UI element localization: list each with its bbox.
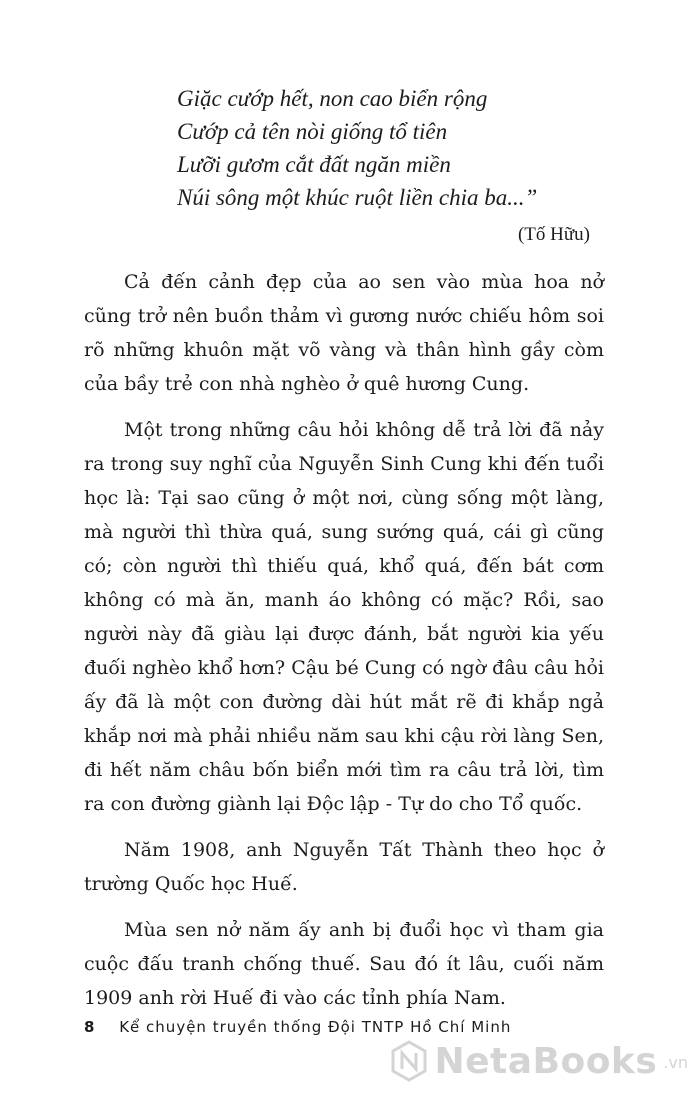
page-footer bbox=[84, 1018, 511, 1036]
poem-line: Lưỡi gươm cắt đất ngăn miền bbox=[177, 152, 451, 177]
body-text bbox=[84, 265, 604, 1027]
paragraph: Một trong những câu hỏi không dễ trả lời đã nảy ra trong suy nghĩ của Nguyễn Sinh Cung khi đến tuổi học là: Tại sao cũng ở một nơi, cùng sống một làng, mà người thì thừa quá, sung sướng quá, cái gì cũng có; còn người thì thiếu quá, khổ quá, đến bát cơm không có mà ăn, manh áo không có mặc? Rồi, sao người này đã giàu lại được đánh, bắt người kia yếu đuối nghèo khổ hơn? Cậu bé Cung có ngờ đâu câu hỏi ấy đã là một con đường dài hút mắt rẽ đi khắp ngả khắp nơi mà phải nhiều năm sau khi cậu rời làng Sen, đi hết năm châu bốn biển mới tìm ra câu trả lời, tìm ra con đường giành lại Độc lập - Tự do cho Tổ quốc. bbox=[84, 419, 604, 815]
poem-excerpt bbox=[177, 82, 597, 214]
watermark-text: NetaBooks bbox=[434, 1040, 658, 1082]
poem-line: Núi sông một khúc ruột liền chia ba...” bbox=[177, 185, 538, 210]
netabooks-logo-icon bbox=[390, 1040, 428, 1082]
poem-line: Cướp cả tên nòi giống tổ tiên bbox=[177, 119, 448, 144]
paragraph: Mùa sen nở năm ấy anh bị đuổi học vì tham gia cuộc đấu tranh chống thuế. Sau đó ít lâu, cuối năm 1909 anh rời Huế đi vào các tỉnh phía Nam. bbox=[84, 919, 604, 1009]
watermark-suffix: .vn bbox=[663, 1053, 688, 1072]
page-number: 8 bbox=[84, 1018, 96, 1036]
paragraph: Năm 1908, anh Nguyễn Tất Thành theo học ở trường Quốc học Huế. bbox=[84, 839, 604, 895]
paragraph: Cả đến cảnh đẹp của ao sen vào mùa hoa nở cũng trở nên buồn thảm vì gương nước chiếu hôm soi rõ những khuôn mặt võ vàng và thân hình gầy còm của bầy trẻ con nhà nghèo ở quê hương Cung. bbox=[84, 271, 604, 395]
watermark bbox=[390, 1040, 688, 1082]
book-title: Kể chuyện truyền thống Đội TNTP Hồ Chí Minh bbox=[119, 1018, 512, 1036]
poem-line: Giặc cướp hết, non cao biển rộng bbox=[177, 86, 488, 111]
poem-attribution: (Tố Hữu) bbox=[517, 224, 590, 245]
